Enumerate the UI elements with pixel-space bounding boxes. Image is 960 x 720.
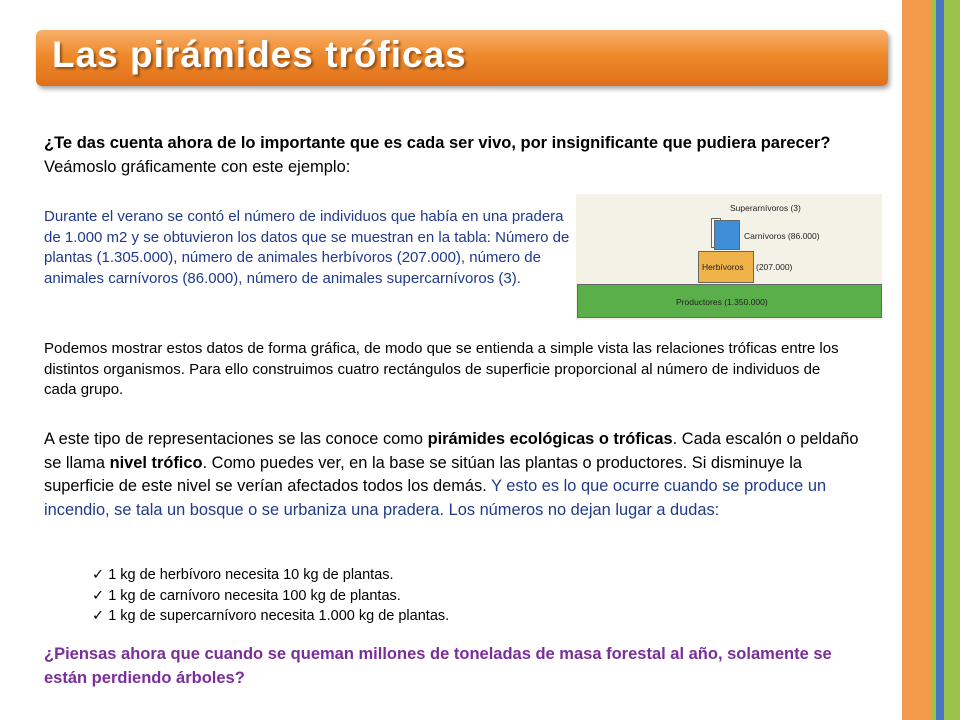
pyramid-value-herbivoros: (207.000): [756, 262, 793, 272]
para3-text-1: A este tipo de representaciones se las conoce como: [44, 430, 428, 448]
decor-stripe-green-wide: [944, 0, 960, 720]
intro-paragraph: [44, 131, 844, 179]
list-item-text: 1 kg de supercarnívoro necesita 1.000 kg de plantas.: [108, 608, 450, 624]
para3-text-3: . Como puedes ver, en la base se sitúan las plantas o productores. Si disminuye la superficie de este nivel se verían afectados todos los demás.: [44, 453, 803, 495]
para3-highlight: Y esto es lo que ocurre cuando se produce un incendio, se tala un bosque o se urbaniza una pradera. Los números no dejan lugar a dudas:: [44, 477, 827, 519]
check-icon: ✓: [92, 567, 105, 583]
pyramid-label-superarnivoros: Superarnívoros (3): [730, 203, 801, 213]
pyramid-label-productores: Productores (1.350.000): [676, 297, 768, 307]
pyramids-paragraph: [44, 428, 864, 522]
list-item-text: 1 kg de herbívoro necesita 10 kg de plantas.: [108, 567, 394, 583]
decor-stripe-orange: [902, 0, 932, 720]
list-item: [92, 606, 449, 627]
pyramid-label-herbivoros: Herbívoros: [702, 262, 744, 272]
list-item-text: 1 kg de carnívoro necesita 100 kg de plantas.: [108, 587, 401, 604]
term-ecological-pyramids: pirámides ecológicas o tróficas: [427, 430, 673, 448]
intro-rest: Veámoslo gráficamente con este ejemplo:: [44, 158, 351, 176]
check-icon: ✓: [92, 587, 105, 604]
intro-question: ¿Te das cuenta ahora de lo importante que es cada ser vivo, por insignificante que pudiera parecer?: [44, 134, 831, 152]
decor-stripe-blue: [936, 0, 944, 720]
explanation-paragraph: Podemos mostrar estos datos de forma gráfica, de modo que se entienda a simple vista las relaciones tróficas entre los distintos organismos. Para ello construimos cuatro rectángulos de superficie proporcional al número de individuos de cada grupo.: [44, 340, 839, 399]
pyramid-label-carnivoros: Carnívoros (86.000): [744, 231, 820, 241]
slide-title: Las pirámides tróficas: [52, 34, 467, 75]
mass-requirements-list: [92, 565, 449, 627]
para3-text-2: . Cada escalón o peldaño se llama: [44, 430, 859, 472]
list-item: [92, 586, 449, 607]
closing-question: ¿Piensas ahora que cuando se queman millones de toneladas de masa forestal al año, solamente se están perdiendo árboles?: [44, 645, 832, 687]
trophic-pyramid-figure: [576, 194, 882, 320]
check-icon: ✓: [92, 608, 105, 624]
list-item: [92, 565, 449, 586]
pyramid-level-carnivoros: [714, 220, 740, 250]
survey-paragraph: Durante el verano se contó el número de individuos que había en una pradera de 1.000 m2 y se obtuvieron los datos que se muestran en la tabla: Número de plantas (1.305.000), número de animales herbívoros (207.000), número de animales carnívoros (86.000), número de animales supercarnívoros (3).: [44, 208, 570, 287]
term-trophic-level: nivel trófico: [109, 453, 203, 472]
